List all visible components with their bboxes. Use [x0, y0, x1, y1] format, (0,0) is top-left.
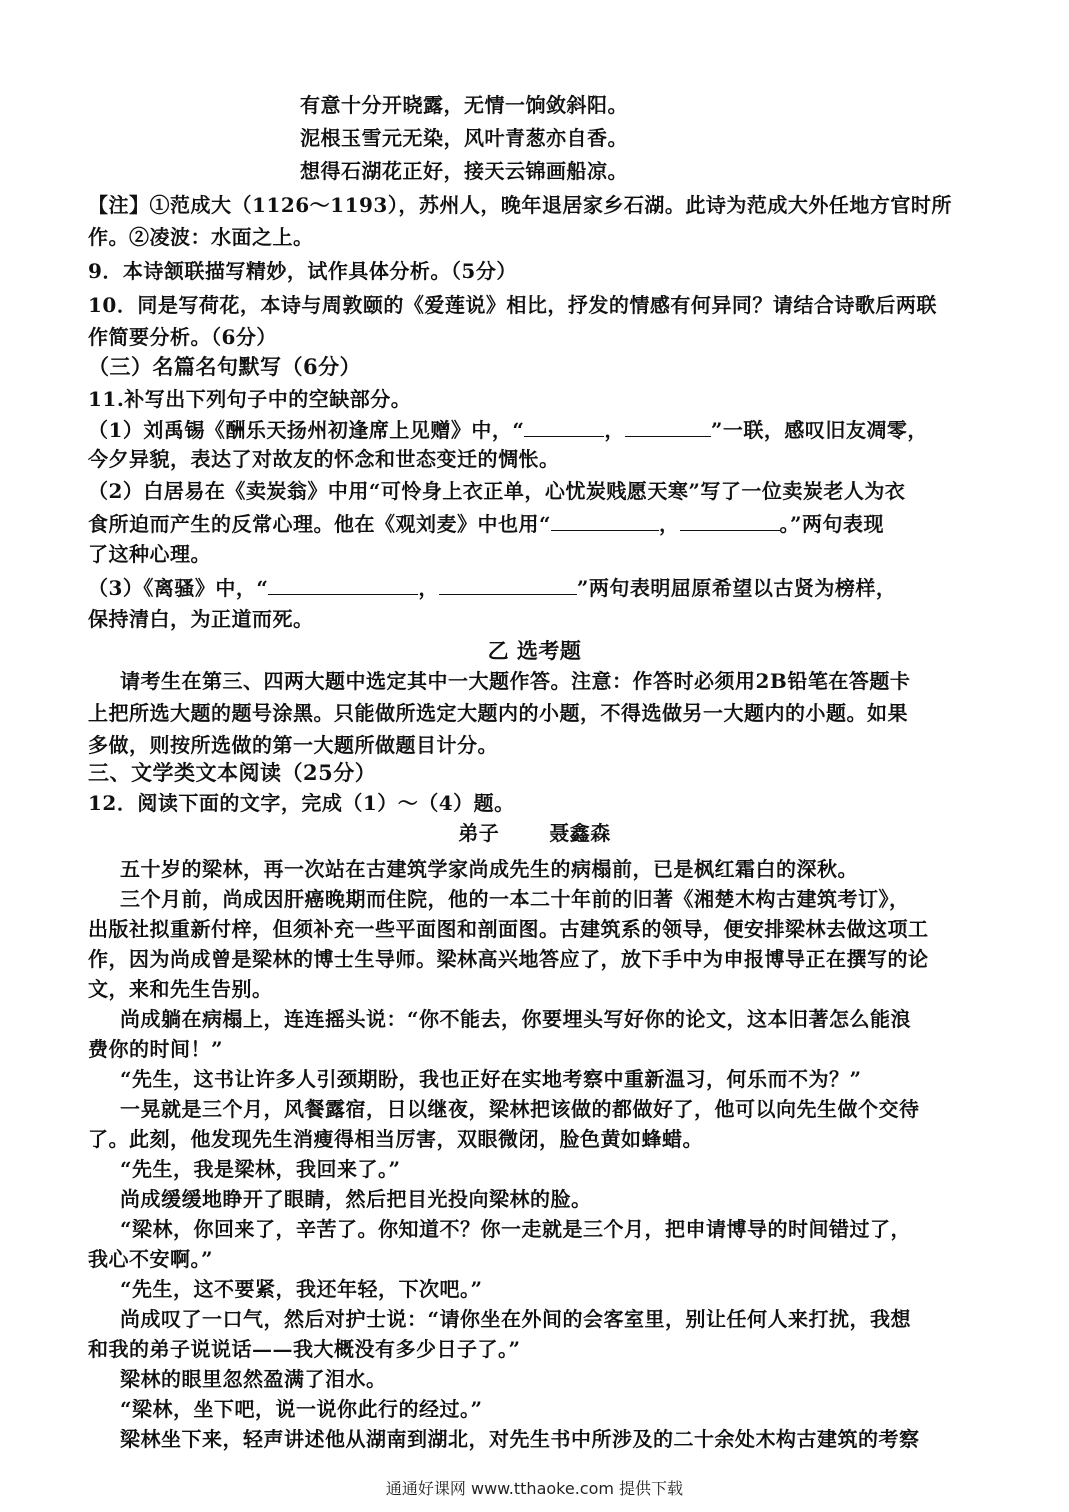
question-11-2-line-1: （2）白居易在《卖炭翁》中用“可怜身上衣正单，心忧炭贱愿天寒”写了一位卖炭老人为衣	[88, 479, 906, 503]
story-author: 聂鑫森	[549, 821, 611, 845]
question-9: 9．本诗颔联描写精妙，试作具体分析。（5分）	[88, 259, 517, 283]
question-11-3-sep: ，	[418, 576, 439, 600]
question-11-1-line-1	[88, 416, 988, 443]
story-paragraph-line: 费你的时间！”	[88, 1037, 224, 1061]
poem-note-line-2: 作。②凌波：水面之上。	[88, 225, 314, 249]
story-paragraph-line: 尚成叹了一口气，然后对护士说：“请你坐在外间的会客室里，别让任何人来打扰，我想	[120, 1307, 912, 1331]
story-paragraph-line: “先生，我是梁林，我回来了。”	[120, 1157, 401, 1181]
question-11-1-line-2: 今夕异貌，表达了对故友的怀念和世态变迁的惆怅。	[88, 447, 560, 471]
part-b-instructions-line-1: 请考生在第三、四两大题中选定其中一大题作答。注意：作答时必须用2B铅笔在答题卡	[120, 669, 911, 693]
question-11-2-sep: ，	[659, 512, 680, 536]
question-11-2-line-3: 了这种心理。	[88, 542, 211, 566]
answer-blank[interactable]	[524, 416, 604, 437]
story-paragraph-line: 文，来和先生告别。	[88, 977, 273, 1001]
question-12: 12．阅读下面的文字，完成（1）～（4）题。	[88, 791, 515, 815]
story-paragraph-line: 三个月前，尚成因肝癌晚期而住院，他的一本二十年前的旧著《湘楚木构古建筑考订》，	[120, 887, 910, 911]
question-10-line-2: 作简要分析。（6分）	[88, 325, 277, 349]
poem-line-1: 有意十分开晓露，无情一饷敛斜阳。	[300, 93, 628, 117]
page-footer: 通通好课网 www.tthaoke.com 提供下载	[385, 1479, 684, 1498]
poem-line-2: 泥根玉雪元无染，风叶青葱亦自香。	[300, 126, 628, 150]
story-title: 弟子	[458, 821, 500, 845]
question-11-1-text-b: ”一联，感叹旧友凋零，	[710, 418, 928, 442]
poem-note-line-1: 【注】①范成大（1126～1193），苏州人，晚年退居家乡石湖。此诗为范成大外任地方官时所	[88, 193, 952, 217]
story-paragraph-line: “梁林，你回来了，辛苦了。你知道不？你一走就是三个月，把申请博导的时间错过了，	[120, 1217, 912, 1241]
answer-blank[interactable]	[680, 510, 780, 531]
story-paragraph-line: “先生，这书让许多人引颈期盼，我也正好在实地考察中重新温习，何乐而不为？”	[120, 1067, 862, 1091]
story-paragraph-line: “先生，这不要紧，我还年轻，下次吧。”	[120, 1277, 483, 1301]
question-11-2-text-b: 。”两句表现	[779, 512, 885, 536]
question-10-line-1: 10．同是写荷花，本诗与周敦颐的《爱莲说》相比，抒发的情感有何异同？请结合诗歌后两联	[88, 293, 937, 317]
question-11: 11.补写出下列句子中的空缺部分。	[88, 387, 412, 411]
story-paragraph-line: 梁林的眼里忽然盈满了泪水。	[120, 1367, 387, 1391]
answer-blank[interactable]	[268, 574, 418, 595]
story-paragraph-line: 尚成缓缓地睁开了眼睛，然后把目光投向梁林的脸。	[120, 1187, 592, 1211]
question-11-2-text-a: 食所迫而产生的反常心理。他在《观刘麦》中也用“	[88, 512, 552, 536]
story-paragraph-line: 五十岁的梁林，再一次站在古建筑学家尚成先生的病榻前，已是枫红霜白的深秋。	[120, 857, 858, 881]
story-paragraph-line: 我心不安啊。”	[88, 1247, 214, 1271]
question-11-3-line-2: 保持清白，为正道而死。	[88, 607, 314, 631]
part-b-instructions-line-2: 上把所选大题的题号涂黑。只能做所选定大题内的小题，不得选做另一大题内的小题。如果	[88, 701, 908, 725]
part-b-title: 乙 选考题	[487, 638, 582, 663]
section-3-title: （三）名篇名句默写（6分）	[88, 354, 362, 379]
question-11-1-text-a: （1）刘禹锡《酬乐天扬州初逢席上见赠》中，“	[88, 418, 525, 442]
section-iii-title: 三、文学类文本阅读（25分）	[88, 760, 377, 785]
question-11-3-text-b: ”两句表明屈原希望以古贤为榜样，	[576, 576, 897, 600]
story-paragraph-line: 和我的弟子说说话——我大概没有多少日子了。”	[88, 1337, 521, 1361]
question-11-1-sep: ，	[604, 418, 625, 442]
story-paragraph-line: 尚成躺在病榻上，连连摇头说：“你不能去，你要埋头写好你的论文，这本旧著怎么能浪	[120, 1007, 912, 1031]
question-11-3-line-1	[88, 574, 988, 601]
story-heading	[0, 820, 1069, 846]
story-paragraph-line: 出版社拟重新付梓，但须补充一些平面图和剖面图。古建筑系的领导，便安排梁林去做这项工	[88, 917, 929, 941]
answer-blank[interactable]	[551, 510, 659, 531]
answer-blank[interactable]	[625, 416, 711, 437]
question-11-3-text-a: （3）《离骚》中，“	[88, 576, 269, 600]
question-11-2-line-2	[88, 510, 988, 537]
answer-blank[interactable]	[439, 574, 577, 595]
story-paragraph-line: 作，因为尚成曾是梁林的博士生导师。梁林高兴地答应了，放下手中为申报博导正在撰写的论	[88, 947, 929, 971]
story-paragraph-line: 了。此刻，他发现先生消瘦得相当厉害，双眼微闭，脸色黄如蜂蜡。	[88, 1127, 703, 1151]
story-paragraph-line: 梁林坐下来，轻声讲述他从湖南到湖北，对先生书中所涉及的二十余处木构古建筑的考察	[120, 1427, 920, 1451]
poem-line-3: 想得石湖花正好，接天云锦画船凉。	[300, 159, 628, 183]
story-paragraph-line: 一晃就是三个月，风餐露宿，日以继夜，梁林把该做的都做好了，他可以向先生做个交待	[120, 1097, 920, 1121]
part-b-instructions-line-3: 多做，则按所选做的第一大题所做题目计分。	[88, 733, 498, 757]
story-paragraph-line: “梁林，坐下吧，说一说你此行的经过。”	[120, 1397, 483, 1421]
